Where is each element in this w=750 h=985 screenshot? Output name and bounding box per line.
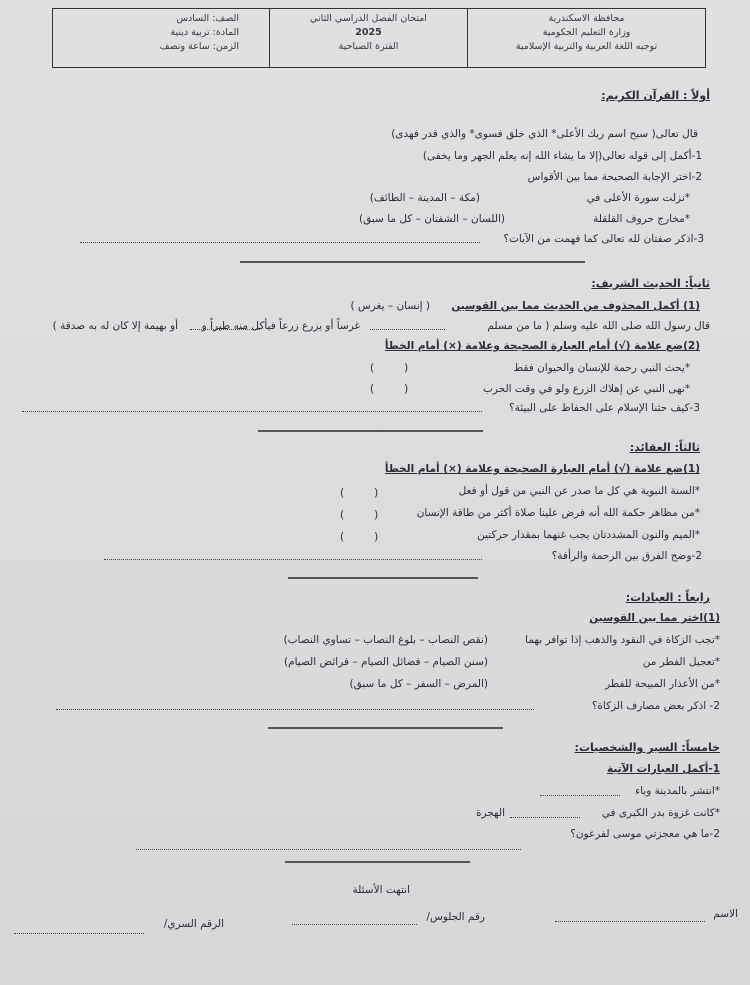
paren-close: ) [374, 487, 379, 499]
s2-hadith-part-b: غرساً أو يزرع زرعاً فيأكل منه طيراً و [201, 320, 360, 332]
s4-item-2: *تعجيل الفطر من [642, 656, 720, 668]
s5-question-2: 2-ما هي معجزتي موسى لفرعون؟ [570, 828, 720, 840]
s2-answer-box-2[interactable] [370, 381, 408, 397]
header-subject: المادة: تربية دينية [170, 27, 239, 38]
serial-number-field[interactable] [14, 933, 144, 934]
section-2-title: ثانياً: الحديث الشريف: [591, 277, 710, 290]
s1-verse: قال تعالى( سبح اسم ربك الأعلى* الذي خلق فسوى* والذي قدر فهدى) [391, 128, 698, 140]
name-field[interactable] [555, 921, 705, 922]
s2-blank-2[interactable] [190, 329, 260, 330]
serial-number-label: الرقم السري/ [163, 918, 224, 930]
header-period: الفترة الصباحية [338, 41, 399, 52]
s2-choices-1: ( إنسان – يغرس ) [350, 300, 430, 312]
s1-choices-1: (مكة – المدينة – الطائف) [369, 192, 480, 204]
seat-number-label: رقم الجلوس/ [426, 911, 485, 923]
end-of-questions: انتهت الأسئلة [352, 884, 410, 896]
s3-item-3: *الميم والنون المشددتان يجب غنهما بمقدار حركتين [477, 529, 700, 541]
paren-open: ( [340, 509, 345, 521]
separator-3 [288, 577, 478, 579]
header-grade: الصف: السادس [176, 13, 239, 24]
s3-item-1: *السنة النبوية هي كل ما صدر عن النبي من قول أو فعل [458, 485, 700, 497]
section-5-title: خامساً: السير والشخصيات: [574, 741, 720, 754]
s2-question-2: (2)ضع علامة (√) أمام العبارة الصحيحة وعلامة (×) أمام الخطأ [384, 340, 700, 352]
s2-item-1: *يحث النبي رحمة للإنسان والحيوان فقط [513, 362, 690, 374]
s3-answer-box-1[interactable] [340, 485, 378, 501]
name-label: الاسم [713, 908, 738, 920]
section-1-title: أولاً : القرآن الكريم: [601, 89, 710, 102]
separator-4 [268, 727, 503, 729]
s4-choices-2: (سنن الصيام – فضائل الصيام – فرائض الصيام) [283, 656, 488, 668]
header-left [53, 9, 269, 67]
s5-item-2-end: الهجرة [475, 807, 505, 819]
paren-open: ( [340, 531, 345, 543]
s2-hadith-part-c: أو بهيمة إلا كان له به صدقة ) [52, 320, 178, 332]
s3-question-2: 2-وضح الفرق بين الرحمة والرأفة؟ [551, 550, 702, 562]
s1-question-1: 1-أكمل إلى قوله تعالى(إلا ما يشاء الله إنه يعلم الجهر وما يخفى) [422, 150, 702, 162]
s5-blank-2[interactable] [510, 817, 580, 818]
seat-number-field[interactable] [292, 924, 417, 925]
exam-header-box [52, 8, 706, 68]
header-department: توجيه اللغة العربية والتربية الإسلامية [515, 41, 658, 52]
s4-question-2: 2- اذكر بعض مصارف الزكاة؟ [591, 700, 720, 712]
s5-item-1: *انتشر بالمدينة وباء [635, 785, 720, 797]
paren-open: ( [340, 487, 345, 499]
s3-item-2: *من مظاهر حكمة الله أنه فرض علينا صلاة أكثر من طاقة الإنسان [416, 507, 700, 519]
s2-question-1: (1) أكمل المحذوف من الحديث مما بين القوسين [451, 300, 700, 312]
s2-blank-1[interactable] [370, 329, 445, 330]
s5-answer-line[interactable] [136, 849, 521, 850]
s2-answer-box-1[interactable] [370, 360, 408, 376]
s1-question-2: 2-اختر الإجابة الصحيحة مما بين الأقواس [527, 171, 702, 183]
s1-question-3: 3-اذكر صفتان لله تعالى كما فهمت من الآيات؟ [503, 233, 704, 245]
s3-answer-line[interactable] [104, 559, 482, 560]
s1-item-2: *مخارج حروف القلقلة [593, 213, 690, 225]
s4-choices-3: (المرض – السفر – كل ما سبق) [349, 678, 488, 690]
separator-1 [240, 261, 585, 263]
header-year: 2025 [355, 27, 382, 38]
paren-close: ) [404, 362, 409, 374]
header-ministry: وزارة التعليم الحكومية [542, 27, 631, 38]
paren-close: ) [374, 509, 379, 521]
s4-question-1: (1)اختر مما بين القوسين [589, 612, 720, 624]
paren-open: ( [370, 362, 375, 374]
header-time: الزمن: ساعة ونصف [159, 41, 239, 52]
s2-answer-line[interactable] [22, 411, 482, 412]
s2-hadith-part-a: قال رسول الله صلى الله عليه وسلم ( ما من مسلم [487, 320, 710, 332]
s3-question-1: (1)ضع علامة (√) أمام العبارة الصحيحة وعلامة (×) أمام الخطأ [384, 463, 700, 475]
s2-question-3: 3-كيف حثنا الإسلام على الحفاظ على البيئة؟ [509, 402, 700, 414]
s1-item-1: *نزلت سورة الأعلى في [586, 192, 690, 204]
s5-question-1: 1-أكمل العبارات الآتية [606, 763, 720, 775]
s1-choices-2: (اللسان – الشفتان – كل ما سبق) [359, 213, 505, 225]
header-center [269, 9, 467, 67]
header-right [467, 9, 705, 67]
paren-close: ) [404, 383, 409, 395]
s4-answer-line[interactable] [56, 709, 534, 710]
separator-2 [258, 430, 483, 432]
s5-item-2: *كانت غزوة بدر الكبرى في [601, 807, 720, 819]
header-exam-title: امتحان الفصل الدراسي الثاني [310, 13, 427, 24]
s1-answer-line[interactable] [80, 242, 480, 243]
section-4-title: رابعاً : العبادات: [625, 591, 710, 604]
header-governorate: محافظة الاسكندرية [548, 13, 625, 24]
paren-open: ( [370, 383, 375, 395]
s4-choices-1: (نقص النصاب – بلوغ النصاب – تساوي النصاب) [283, 634, 488, 646]
paren-close: ) [374, 531, 379, 543]
s4-item-1: *تجب الزكاة في النقود والذهب إذا توافر بهما [525, 634, 720, 646]
s5-blank-1[interactable] [540, 795, 620, 796]
s4-item-3: *من الأعذار المبيحة للفطر [605, 678, 720, 690]
section-3-title: ثالثاً: العقائد: [629, 441, 700, 454]
s3-answer-box-2[interactable] [340, 507, 378, 523]
s2-item-2: *نهى النبي عن إهلاك الزرع ولو في وقت الحرب [483, 383, 690, 395]
separator-5 [285, 861, 470, 863]
s3-answer-box-3[interactable] [340, 529, 378, 545]
